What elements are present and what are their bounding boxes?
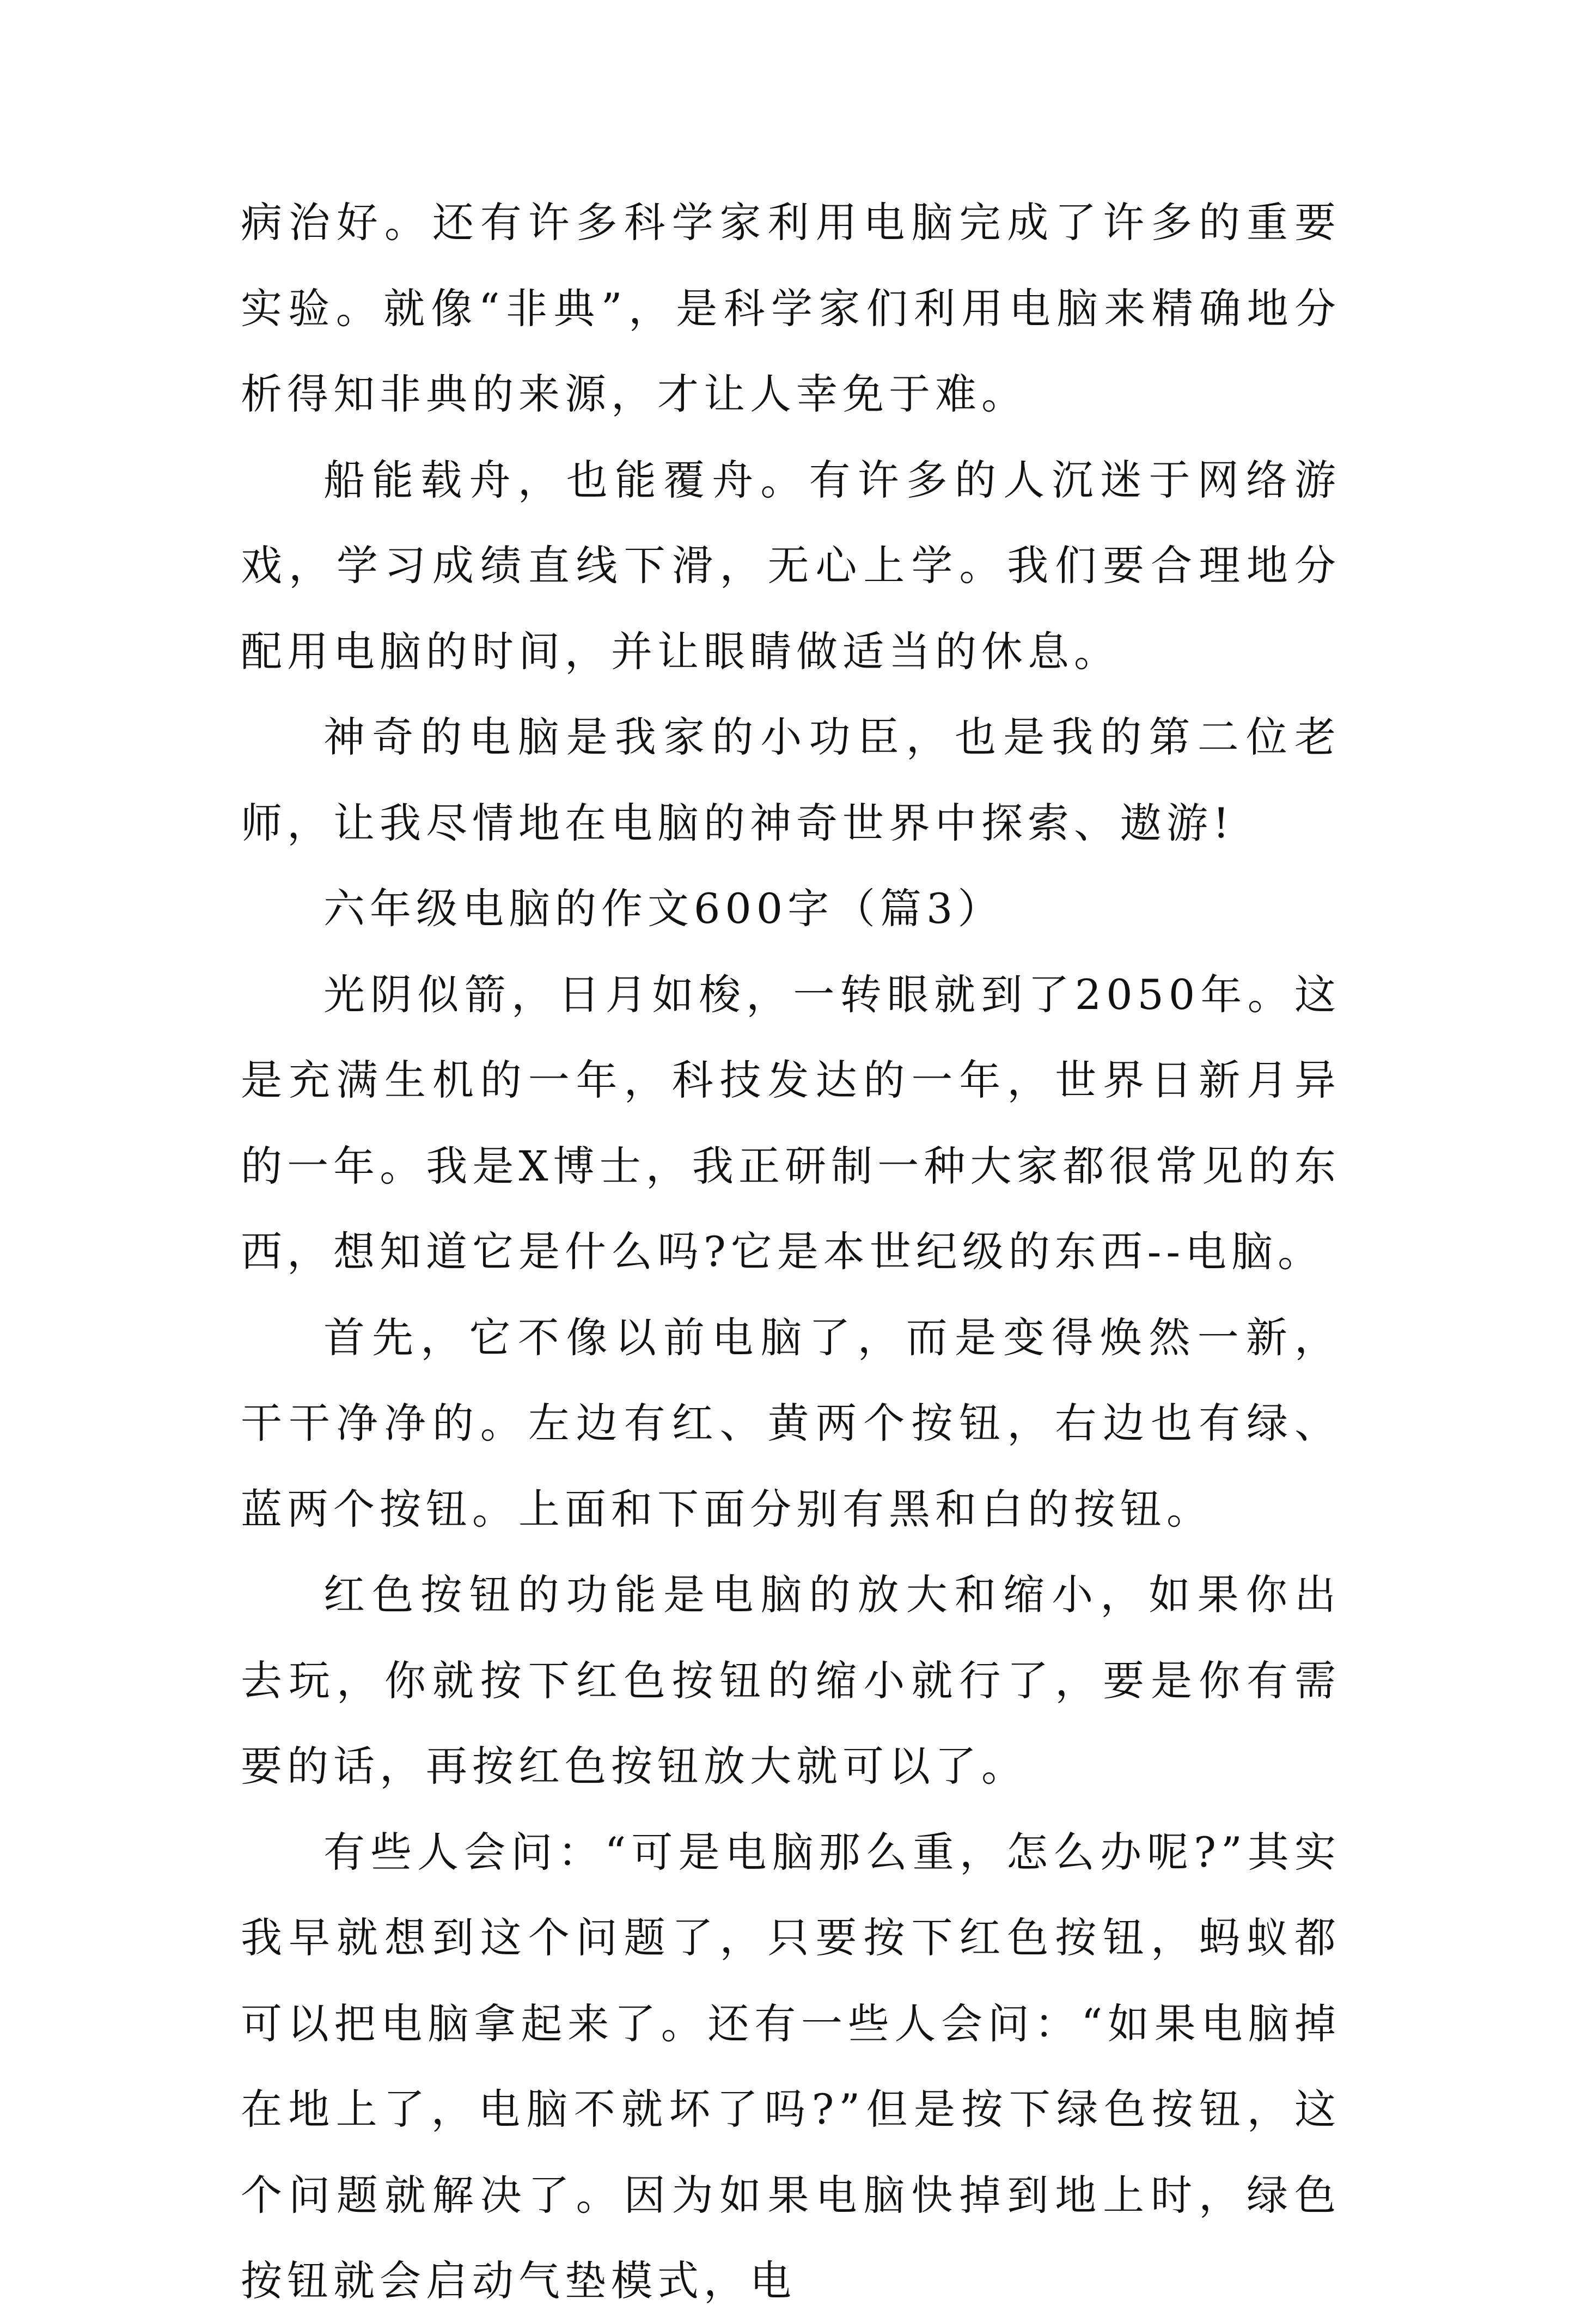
paragraph-7: 有些人会问：“可是电脑那么重，怎么办呢?”其实我早就想到这个问题了，只要按下红色按钮，蚂蚁都可以把电脑拿起来了。还有一些人会问：“如果电脑掉在地上了，电脑不就坏了吗?”但是按下绿色按钮，这个问题就解决了。因为如果电脑快掉到地上时，绿色按钮就会启动气垫模式，电 [241,1827,1341,2305]
paragraph-1: 病治好。还有许多科学家利用电脑完成了许多的重要实验。就像“非典”，是科学家们利用电脑来精确地分析得知非典的来源，才让人幸免于难。 [241,198,1341,418]
paragraph-2: 船能载舟，也能覆舟。有许多的人沉迷于网络游戏，学习成绩直线下滑，无心上学。我们要合理地分配用电脑的时间，并让眼睛做适当的休息。 [241,455,1341,676]
paragraph-3: 神奇的电脑是我家的小功臣，也是我的第二位老师，让我尽情地在电脑的神奇世界中探索、遨游! [241,713,1341,847]
section-heading: 六年级电脑的作文600字（篇3） [323,884,1004,933]
document-body [241,180,1341,2324]
paragraph-4: 光阴似箭，日月如梭，一转眼就到了2050年。这是充满生机的一年，科技发达的一年，世界日新月异的一年。我是X博士，我正研制一种大家都很常见的东西，想知道它是什么吗?它是本世纪级的东西--电脑。 [241,970,1341,1276]
paragraph-6: 红色按钮的功能是电脑的放大和缩小，如果你出去玩，你就按下红色按钮的缩小就行了，要是你有需要的话，再按红色按钮放大就可以了。 [241,1570,1341,1790]
paragraph-5: 首先，它不像以前电脑了，而是变得焕然一新，干干净净的。左边有红、黄两个按钮，右边也有绿、蓝两个按钮。上面和下面分别有黑和白的按钮。 [241,1313,1341,1533]
